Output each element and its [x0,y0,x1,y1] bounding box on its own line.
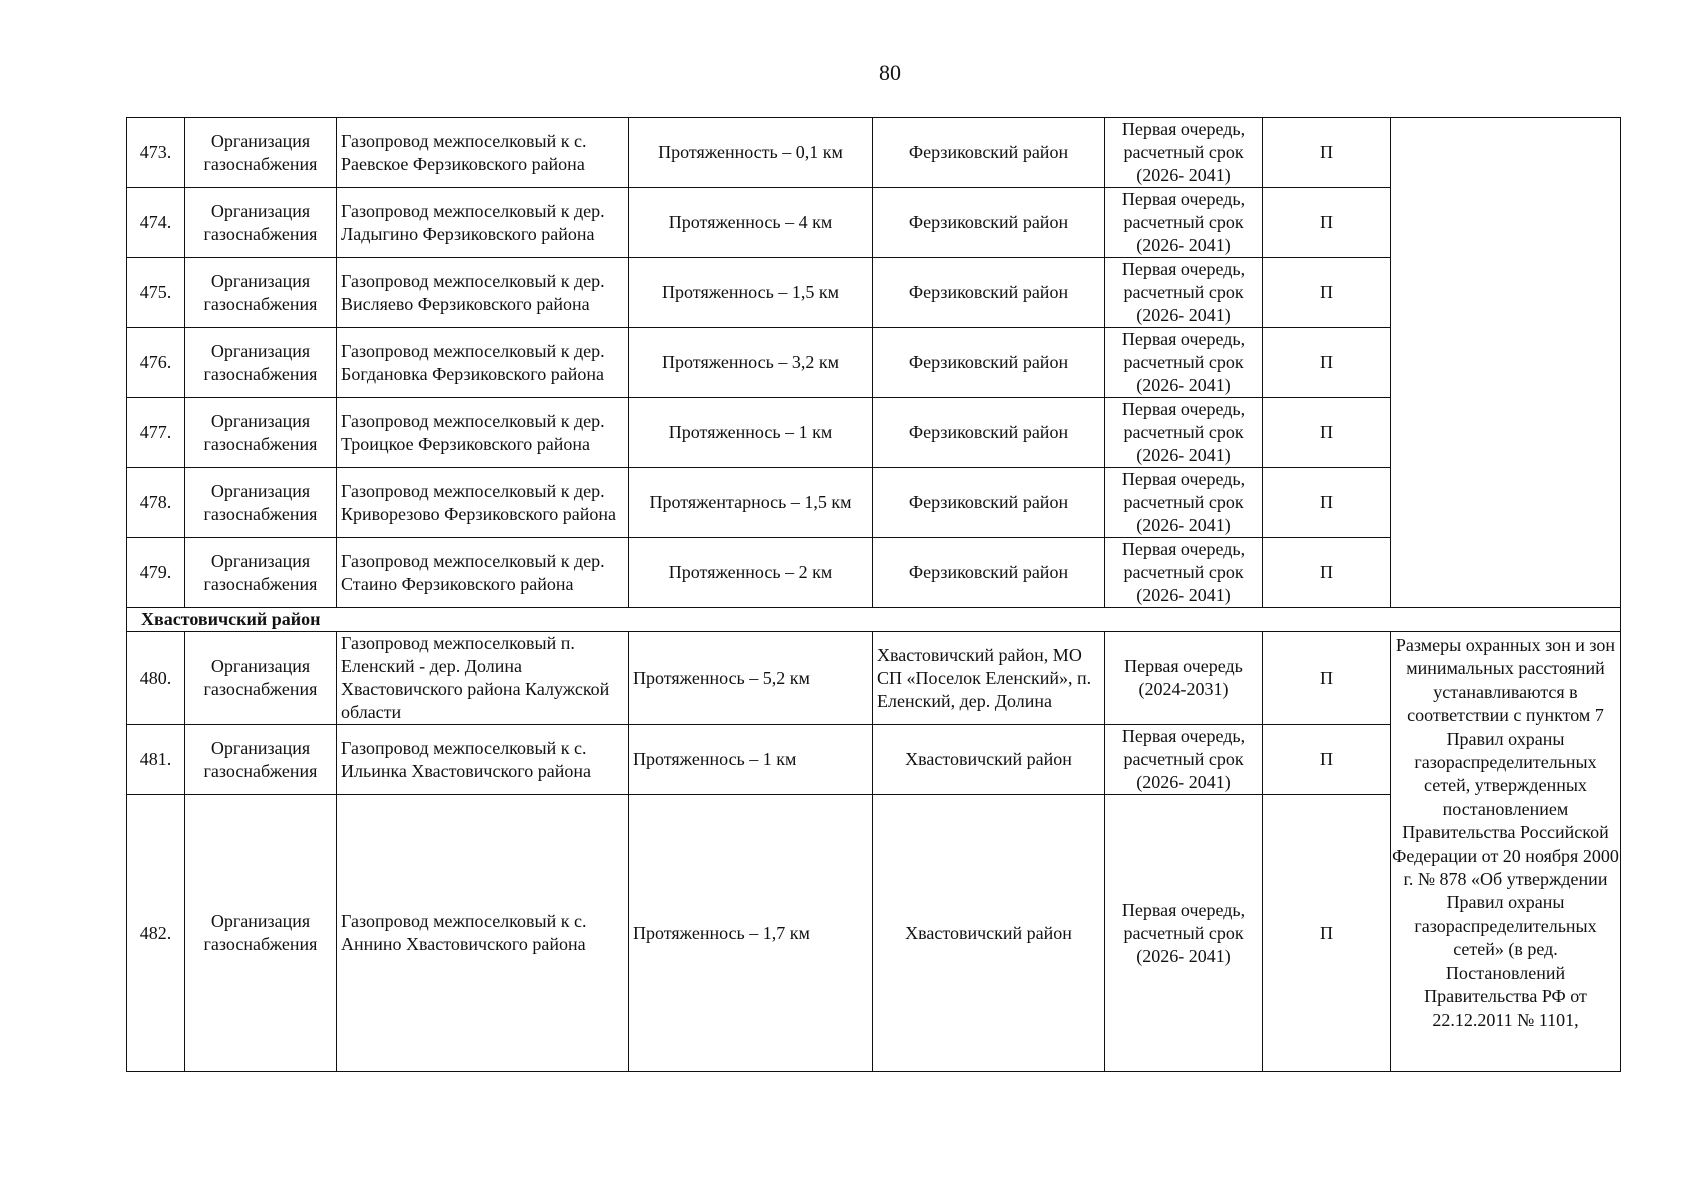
status-cell: П [1263,398,1391,468]
object-cell: Газопровод межпоселковый к дер. Криворезово Ферзиковского района [337,468,629,538]
object-cell: Газопровод межпоселковый к с. Аннино Хвастовичского района [337,795,629,1072]
stage-cell: Первая очередь, расчетный срок (2026- 2041) [1105,725,1263,795]
status-cell: П [1263,258,1391,328]
location-cell: Хвастовичский район [873,795,1105,1072]
row-number: 474. [127,188,185,258]
section-title: Хвастовичский район [127,608,1621,632]
stage-cell: Первая очередь, расчетный срок (2026- 2041) [1105,328,1263,398]
object-cell: Газопровод межпоселковый к дер. Висляево Ферзиковского района [337,258,629,328]
note-cell: Размеры охранных зон и зон минимальных расстояний устанавливаются в соответствии с пунктом 7 Правил охраны газораспределительных сетей, утвержденных постановлением Правительства Российской Федерации от 20 ноября 2000 г. № 878 «Об утверждении Правил охраны газораспределительных сетей» (в ред. Постановлений Правительства РФ от 22.12.2011 № 1101, [1391,632,1621,1072]
object-cell: Газопровод межпоселковый к с. Ильинка Хвастовичского района [337,725,629,795]
section-row [127,608,1621,632]
object-cell: Газопровод межпоселковый к с. Раевское Ферзиковского района [337,118,629,188]
parameter-cell: Протяженность – 0,1 км [629,118,873,188]
stage-cell: Первая очередь, расчетный срок (2026- 2041) [1105,258,1263,328]
operator-cell: Организация газоснабжения [185,118,337,188]
location-cell: Хвастовичский район, МО СП «Поселок Еленский», п. Еленский, дер. Долина [873,632,1105,725]
row-number: 473. [127,118,185,188]
operator-cell: Организация газоснабжения [185,188,337,258]
parameter-cell: Протяжентарнось – 1,5 км [629,468,873,538]
parameter-cell: Протяженнось – 2 км [629,538,873,608]
operator-cell: Организация газоснабжения [185,725,337,795]
location-cell: Хвастовичский район [873,725,1105,795]
location-cell: Ферзиковский район [873,538,1105,608]
location-cell: Ферзиковский район [873,118,1105,188]
parameter-cell: Протяженнось – 1,7 км [629,795,873,1072]
table-row [127,118,1621,188]
stage-cell: Первая очередь, расчетный срок (2026- 2041) [1105,795,1263,1072]
parameter-cell: Протяженнось – 5,2 км [629,632,873,725]
location-cell: Ферзиковский район [873,328,1105,398]
operator-cell: Организация газоснабжения [185,328,337,398]
operator-cell: Организация газоснабжения [185,398,337,468]
infrastructure-table [126,117,1621,1072]
stage-cell: Первая очередь, расчетный срок (2026- 2041) [1105,538,1263,608]
location-cell: Ферзиковский район [873,188,1105,258]
row-number: 475. [127,258,185,328]
stage-cell: Первая очередь, расчетный срок (2026- 2041) [1105,118,1263,188]
stage-cell: Первая очередь, расчетный срок (2026- 2041) [1105,398,1263,468]
row-number: 479. [127,538,185,608]
parameter-cell: Протяженнось – 3,2 км [629,328,873,398]
row-number: 476. [127,328,185,398]
operator-cell: Организация газоснабжения [185,632,337,725]
parameter-cell: Протяженнось – 1 км [629,725,873,795]
operator-cell: Организация газоснабжения [185,538,337,608]
status-cell: П [1263,538,1391,608]
location-cell: Ферзиковский район [873,258,1105,328]
object-cell: Газопровод межпоселковый к дер. Ладыгино Ферзиковского района [337,188,629,258]
status-cell: П [1263,795,1391,1072]
status-cell: П [1263,725,1391,795]
object-cell: Газопровод межпоселковый к дер. Стаино Ферзиковского района [337,538,629,608]
parameter-cell: Протяженнось – 4 км [629,188,873,258]
operator-cell: Организация газоснабжения [185,468,337,538]
stage-cell: Первая очередь, расчетный срок (2026- 2041) [1105,468,1263,538]
operator-cell: Организация газоснабжения [185,795,337,1072]
status-cell: П [1263,632,1391,725]
table-row [127,632,1621,725]
location-cell: Ферзиковский район [873,468,1105,538]
status-cell: П [1263,188,1391,258]
location-cell: Ферзиковский район [873,398,1105,468]
operator-cell: Организация газоснабжения [185,258,337,328]
status-cell: П [1263,468,1391,538]
status-cell: П [1263,328,1391,398]
page-number: 80 [879,60,901,85]
note-cell-empty [1391,118,1621,608]
object-cell: Газопровод межпоселковый п. Еленский - дер. Долина Хвастовичского района Калужской области [337,632,629,725]
row-number: 482. [127,795,185,1072]
object-cell: Газопровод межпоселковый к дер. Троицкое Ферзиковского района [337,398,629,468]
row-number: 477. [127,398,185,468]
row-number: 481. [127,725,185,795]
stage-cell: Первая очередь (2024-2031) [1105,632,1263,725]
parameter-cell: Протяженнось – 1,5 км [629,258,873,328]
row-number: 480. [127,632,185,725]
parameter-cell: Протяженнось – 1 км [629,398,873,468]
status-cell: П [1263,118,1391,188]
row-number: 478. [127,468,185,538]
object-cell: Газопровод межпоселковый к дер. Богдановка Ферзиковского района [337,328,629,398]
stage-cell: Первая очередь, расчетный срок (2026- 2041) [1105,188,1263,258]
